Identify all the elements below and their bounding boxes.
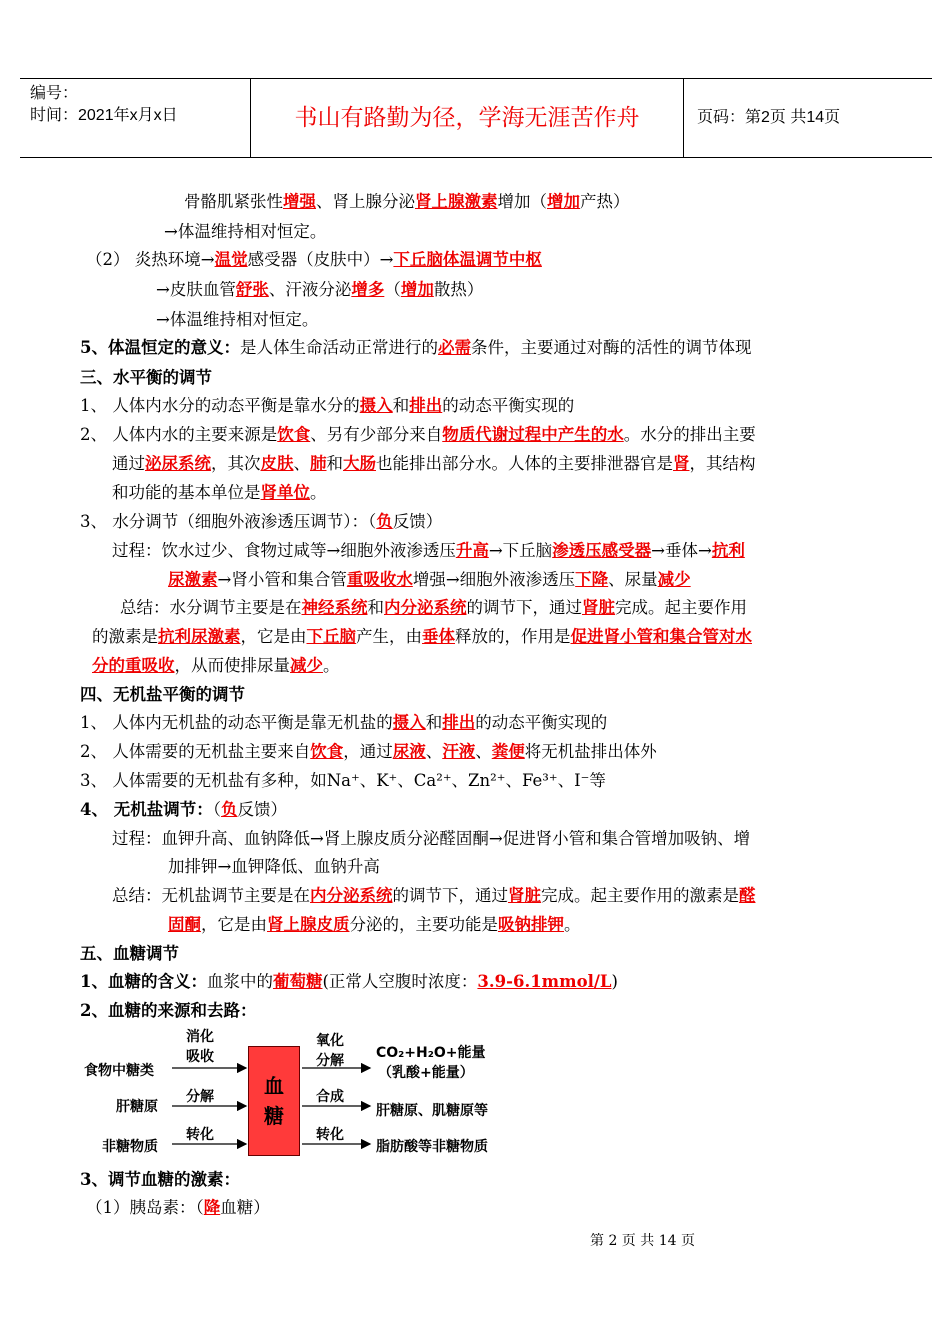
dest-glycogen: 肝糖原、肌糖原等 (376, 1103, 488, 1119)
label-decompose-out: 分解 (316, 1053, 344, 1069)
highlighted-term: 摄入 (392, 713, 426, 732)
highlighted-term: 负 (220, 800, 238, 819)
header-meta (20, 79, 251, 157)
text-line (112, 452, 756, 476)
highlighted-term: 肺 (310, 454, 327, 473)
text-run: 和 (367, 598, 384, 617)
highlighted-term: 下丘脑 (306, 627, 356, 646)
text-run: 增强→细胞外液渗透压 (412, 570, 576, 589)
text-run: 反馈） (237, 800, 287, 819)
text-line (86, 1196, 270, 1220)
highlighted-term: 温觉 (214, 250, 248, 269)
highlighted-term: 尿激素 (168, 570, 218, 589)
text-line (168, 913, 581, 937)
text-run: 2、 人体内水的主要来源是 (80, 425, 278, 444)
highlighted-term: 舒张 (235, 280, 269, 299)
text-run: 产生，由 (356, 627, 422, 646)
text-line (156, 308, 318, 332)
text-run: 和 (425, 713, 443, 732)
text-run: 、 (425, 742, 443, 761)
highlighted-term: 葡萄糖 (272, 972, 323, 991)
text-line (112, 827, 750, 851)
highlighted-term: 负 (376, 512, 393, 531)
highlighted-term: 肾单位 (260, 483, 310, 502)
text-line (80, 769, 606, 793)
text-run: 、肾上腺分泌 (316, 192, 415, 211)
text-run: 和 (392, 396, 410, 415)
text-run: 总结：无机盐调节主要是在 (112, 886, 310, 905)
text-line (86, 248, 542, 272)
text-run: 。水分的排出主要 (623, 425, 756, 444)
dest-lactate: （乳酸+能量） (378, 1065, 474, 1081)
blood-char: 血 (264, 1074, 284, 1098)
highlighted-term: 下降 (575, 570, 609, 589)
text-run: 3、调节血糖的激素： (80, 1170, 240, 1189)
text-run: ，其结构 (689, 454, 756, 473)
text-run: 四、无机盐平衡的调节 (80, 685, 245, 704)
highlighted-term: 排出 (409, 396, 443, 415)
text-run: ，从而使排尿量 (174, 656, 290, 675)
highlighted-term: 摄入 (359, 396, 393, 415)
highlighted-term: 肾上腺皮质 (267, 915, 350, 934)
text-run: 加排钾→血钾降低、血钠升高 (168, 857, 380, 876)
text-line (168, 568, 691, 592)
text-line (156, 278, 483, 302)
text-line (80, 394, 574, 418)
text-line (80, 336, 751, 360)
text-run: 完成。起主要作用的激素是 (541, 886, 739, 905)
text-run: 。 (564, 915, 581, 934)
text-line (164, 220, 326, 244)
text-run: 3、 水分调节（细胞外液渗透压调节）：（ (80, 512, 377, 531)
highlighted-term: 渗透压感受器 (552, 541, 652, 560)
text-run: ，它是由 (240, 627, 307, 646)
text-run: 反馈） (392, 512, 443, 531)
highlighted-term: 增加 (400, 280, 434, 299)
highlighted-term: 内分泌系统 (384, 598, 467, 617)
highlighted-term: 垂体 (422, 627, 455, 646)
highlighted-term: 增强 (283, 192, 316, 211)
text-run: 2、 人体需要的无机盐主要来自 (80, 742, 311, 761)
highlighted-term: 饮食 (277, 425, 311, 444)
highlighted-term: 降 (203, 1198, 221, 1217)
highlighted-term: 皮肤 (260, 454, 294, 473)
text-run: 血浆中的 (206, 972, 273, 991)
text-run: →体温维持相对恒定。 (164, 222, 327, 241)
highlighted-term: 粪便 (491, 742, 525, 761)
text-run: 完成。起主要作用 (615, 598, 747, 617)
text-run: 3、 人体需要的无机盐有多种，如Na⁺、K⁺、Ca²⁺、Zn²⁺、Fe³⁺、I⁻等 (80, 771, 606, 790)
text-run: →体温维持相对恒定。 (156, 310, 319, 329)
text-run: 通过 (112, 454, 145, 473)
header-date: 时间：2021年x月x日 (30, 107, 178, 124)
label-convert-in: 转化 (186, 1127, 214, 1143)
text-line (80, 740, 657, 764)
label-absorb: 吸收 (186, 1049, 214, 1065)
text-run: →皮肤血管 (156, 280, 236, 299)
text-run: 5、体温恒定的意义： (80, 338, 240, 357)
text-run: 1、 人体内水分的动态平衡是靠水分的 (80, 396, 360, 415)
text-run: 骨骼肌紧张性 (184, 192, 283, 211)
highlighted-term: 内分泌系统 (310, 886, 393, 905)
text-run: 增加（ (497, 192, 547, 211)
text-run: 过程：饮水过少、食物过咸等→细胞外液渗透压 (112, 541, 456, 560)
text-line (92, 625, 752, 649)
header-motto: 书山有路勤为径，学海无涯苦作舟 (251, 79, 684, 157)
highlighted-term: 固酮 (168, 915, 201, 934)
text-run: 的激素是 (92, 627, 158, 646)
text-run: 散热） (433, 280, 484, 299)
label-synthesize: 合成 (316, 1089, 344, 1105)
text-line (80, 1168, 240, 1192)
text-run: 过程：血钾升高、血钠降低→肾上腺皮质分泌醛固酮→促进肾小管和集合管增加吸钠、增 (112, 829, 751, 848)
highlighted-term: 增加 (547, 192, 580, 211)
text-run: （2） 炎热环境→ (86, 250, 215, 269)
text-run: （1）胰岛素：（ (86, 1198, 204, 1217)
text-run: →下丘脑 (488, 541, 553, 560)
text-run: 条件，主要通过对酶的活性的调节体现 (470, 338, 752, 357)
text-run: 的调节下，通过 (392, 886, 508, 905)
highlighted-term: 升高 (455, 541, 489, 560)
text-run: 总结：水分调节主要是在 (120, 598, 302, 617)
text-line (80, 366, 212, 390)
text-line (92, 654, 340, 678)
text-run: 、另有少部分来自 (310, 425, 443, 444)
highlighted-term: 抗利 (711, 541, 745, 560)
highlighted-term: 肾上腺激素 (415, 192, 498, 211)
header-page: 页码：第2页 共14页 (697, 109, 841, 126)
text-run: 、 (293, 454, 310, 473)
highlighted-term: 物质代谢过程中产生的水 (442, 425, 624, 444)
text-run: 的调节下，通过 (466, 598, 582, 617)
text-run: 、尿量 (608, 570, 658, 589)
highlighted-term: 饮食 (310, 742, 344, 761)
text-line (80, 798, 287, 822)
text-run: 是人体生命活动正常进行的 (239, 338, 438, 357)
text-run: ，它是由 (201, 915, 267, 934)
text-line (80, 942, 179, 966)
blood-sugar-box (248, 1046, 300, 1156)
text-run: 。 (323, 656, 340, 675)
label-oxidize: 氧化 (316, 1033, 344, 1049)
label-digest: 消化 (186, 1029, 214, 1045)
highlighted-term: 重吸收水 (346, 570, 413, 589)
text-line (120, 596, 747, 620)
text-run: 的动态平衡实现的 (442, 396, 575, 415)
text-line (80, 999, 256, 1023)
text-run: →垂体→ (651, 541, 712, 560)
highlighted-term: 汗液 (442, 742, 476, 761)
text-line (80, 970, 618, 994)
highlighted-term: 肾脏 (582, 598, 615, 617)
text-line (112, 539, 745, 563)
header-table (20, 78, 932, 158)
text-run: 血糖） (220, 1198, 270, 1217)
highlighted-term: 肾 (673, 454, 690, 473)
header-number: 编号： (30, 85, 79, 102)
dest-energy: CO₂+H₂O+能量 (376, 1045, 486, 1061)
text-run: （ (212, 800, 221, 819)
text-run: 五、血糖调节 (80, 944, 179, 963)
highlighted-term: 尿液 (392, 742, 426, 761)
highlighted-term: 排出 (442, 713, 476, 732)
text-line (112, 884, 756, 908)
text-line (80, 510, 442, 534)
highlighted-term: 泌尿系统 (145, 454, 211, 473)
highlighted-term: 吸钠排钾 (498, 915, 564, 934)
page-footer: 第 2 页 共 14 页 (590, 1233, 695, 1249)
text-run: ，通过 (343, 742, 393, 761)
highlighted-term: 下丘脑体温调节中枢 (393, 250, 542, 269)
sugar-char: 糖 (264, 1104, 284, 1128)
text-run: 2、血糖的来源和去路： (80, 1001, 257, 1020)
text-run: 释放的，作用是 (455, 627, 571, 646)
highlighted-term: 促进肾小管和集合管对水 (570, 627, 752, 646)
text-line (184, 190, 630, 214)
dest-fatty-acid: 脂肪酸等非糖物质 (376, 1139, 488, 1155)
text-run: 。 (310, 483, 327, 502)
source-non-sugar: 非糖物质 (102, 1139, 158, 1155)
highlighted-term: 减少 (657, 570, 691, 589)
highlighted-term: 增多 (351, 280, 385, 299)
text-run: 也能排出部分水。人体的主要排泄器官是 (376, 454, 673, 473)
text-line (112, 481, 327, 505)
highlighted-term: 3.9-6.1mmol/L (477, 972, 612, 991)
label-decompose: 分解 (186, 1089, 214, 1105)
text-run: 、汗液分泌 (268, 280, 352, 299)
text-run: 1、 人体内无机盐的动态平衡是靠无机盐的 (80, 713, 393, 732)
text-run: 感受器（皮肤中）→ (247, 250, 394, 269)
text-run: 产热） (580, 192, 630, 211)
highlighted-term: 分的重吸收 (92, 656, 175, 675)
text-run: 、 (475, 742, 492, 761)
text-line (80, 711, 607, 735)
text-line (80, 423, 756, 447)
text-line (80, 683, 245, 707)
text-run: 分泌的，主要功能是 (349, 915, 498, 934)
text-run: 和功能的基本单位是 (112, 483, 261, 502)
text-run: 1、血糖的含义： (80, 972, 207, 991)
text-run: 的动态平衡实现的 (475, 713, 608, 732)
text-run: →肾小管和集合管 (217, 570, 347, 589)
text-line (168, 855, 380, 879)
text-run: 4、 无机盐调节： (80, 800, 213, 819)
text-run: ) (611, 972, 618, 991)
highlighted-term: 神经系统 (301, 598, 368, 617)
highlighted-term: 醛 (739, 886, 756, 905)
text-run: （ (384, 280, 401, 299)
highlighted-term: 必需 (437, 338, 471, 357)
highlighted-term: 抗利尿激素 (158, 627, 241, 646)
text-run: 三、水平衡的调节 (80, 368, 212, 387)
highlighted-term: 减少 (290, 656, 323, 675)
text-run: (正常人空腹时浓度： (322, 972, 478, 991)
label-convert-out: 转化 (316, 1127, 344, 1143)
text-run: 和 (326, 454, 343, 473)
text-run: 将无机盐排出体外 (524, 742, 657, 761)
source-liver-glycogen: 肝糖原 (116, 1099, 158, 1115)
highlighted-term: 肾脏 (508, 886, 541, 905)
source-food: 食物中糖类 (84, 1063, 154, 1079)
highlighted-term: 大肠 (343, 454, 376, 473)
text-run: ，其次 (211, 454, 261, 473)
blood-sugar-diagram (80, 1024, 520, 1164)
